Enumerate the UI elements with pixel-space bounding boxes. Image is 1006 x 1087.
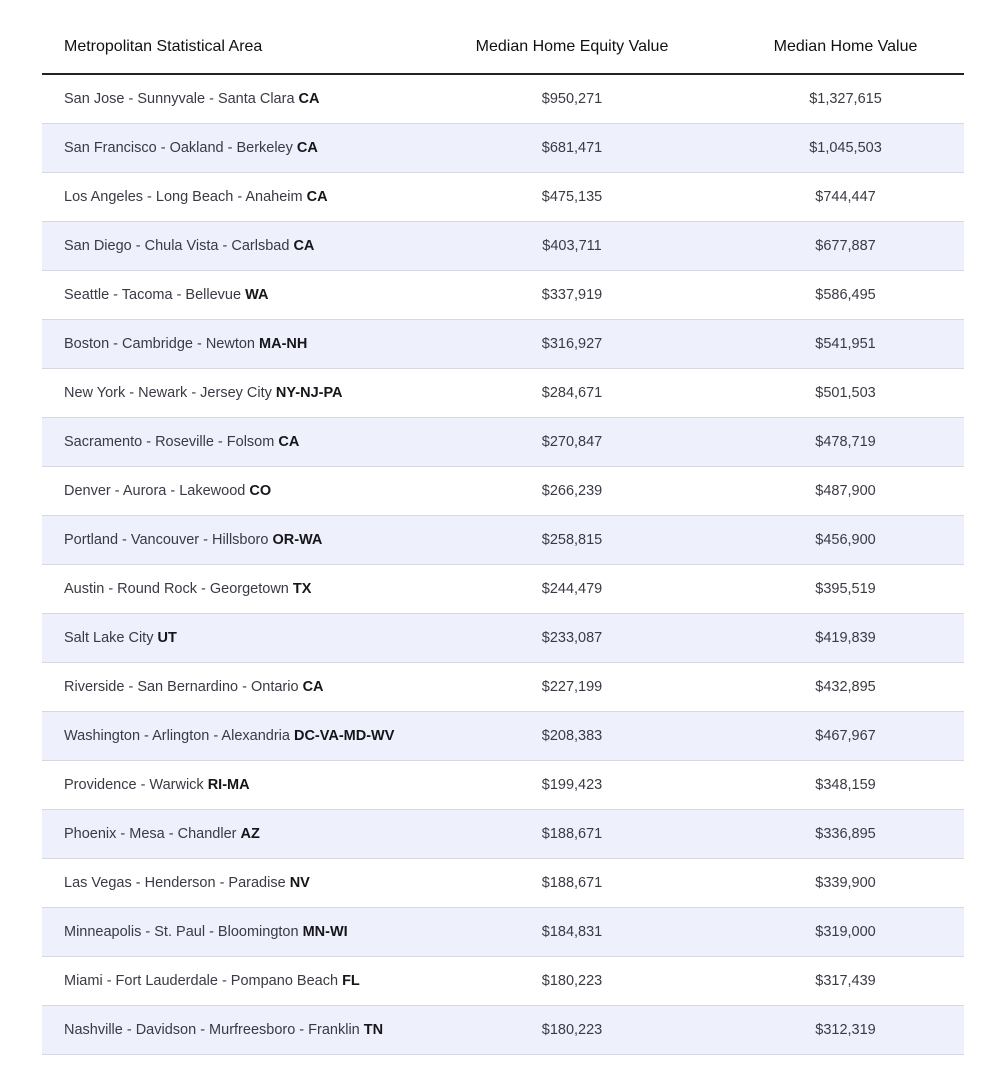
state-code: CA	[278, 434, 300, 450]
median-value-cell: $395,519	[727, 565, 964, 614]
median-equity-cell: $180,223	[417, 957, 727, 1006]
median-value-cell: $432,895	[727, 663, 964, 712]
metro-area-cell	[42, 908, 417, 957]
median-value-cell: $348,159	[727, 761, 964, 810]
table-body	[42, 74, 964, 1055]
table-row	[42, 222, 964, 271]
metro-area-name: Minneapolis - St. Paul - Bloomington	[64, 924, 299, 940]
metro-area-name: Denver - Aurora - Lakewood	[64, 483, 246, 499]
state-code: TN	[363, 1022, 384, 1038]
median-value-cell: $336,895	[727, 810, 964, 859]
metro-area-cell	[42, 516, 417, 565]
table-row	[42, 1006, 964, 1055]
metro-area-name: Sacramento - Roseville - Folsom	[64, 434, 275, 450]
metro-area-name: Seattle - Tacoma - Bellevue	[64, 287, 242, 303]
state-code: MN-WI	[302, 924, 348, 940]
state-code: NV	[289, 875, 310, 891]
table-row	[42, 761, 964, 810]
metro-area-cell	[42, 1006, 417, 1055]
table-row	[42, 271, 964, 320]
metro-area-cell	[42, 467, 417, 516]
metro-area-cell	[42, 614, 417, 663]
median-equity-cell: $475,135	[417, 173, 727, 222]
table-header	[42, 20, 964, 74]
metro-area-cell	[42, 320, 417, 369]
metro-area-name: Riverside - San Bernardino - Ontario	[64, 679, 299, 695]
state-code: CA	[296, 140, 318, 156]
median-equity-cell: $316,927	[417, 320, 727, 369]
state-code: AZ	[240, 826, 260, 842]
median-equity-cell: $227,199	[417, 663, 727, 712]
median-value-cell: $467,967	[727, 712, 964, 761]
median-value-cell: $339,900	[727, 859, 964, 908]
table-row	[42, 320, 964, 369]
table-row	[42, 810, 964, 859]
state-code: WA	[245, 287, 269, 303]
metro-area-name: Austin - Round Rock - Georgetown	[64, 581, 289, 597]
state-code: CA	[306, 189, 328, 205]
median-value-cell: $317,439	[727, 957, 964, 1006]
metro-area-cell	[42, 712, 417, 761]
state-code: NY-NJ-PA	[275, 385, 343, 401]
metro-area-name: Boston - Cambridge - Newton	[64, 336, 255, 352]
median-equity-cell: $270,847	[417, 418, 727, 467]
median-value-cell: $1,327,615	[727, 74, 964, 124]
table-row	[42, 712, 964, 761]
metro-area-name: Phoenix - Mesa - Chandler	[64, 826, 237, 842]
metro-area-cell	[42, 74, 417, 124]
median-equity-cell: $258,815	[417, 516, 727, 565]
home-equity-table	[42, 20, 964, 1055]
metro-area-cell	[42, 369, 417, 418]
table-row	[42, 418, 964, 467]
median-equity-cell: $244,479	[417, 565, 727, 614]
state-code: DC-VA-MD-WV	[293, 728, 395, 744]
table-row	[42, 124, 964, 173]
metro-area-name: New York - Newark - Jersey City	[64, 385, 272, 401]
median-equity-cell: $233,087	[417, 614, 727, 663]
metro-area-name: Providence - Warwick	[64, 777, 204, 793]
median-value-cell: $478,719	[727, 418, 964, 467]
median-equity-cell: $337,919	[417, 271, 727, 320]
state-code: UT	[157, 630, 177, 646]
median-value-cell: $487,900	[727, 467, 964, 516]
metro-area-cell	[42, 663, 417, 712]
median-equity-cell: $403,711	[417, 222, 727, 271]
median-value-cell: $586,495	[727, 271, 964, 320]
state-code: TX	[292, 581, 312, 597]
header-row	[42, 20, 964, 74]
metro-area-name: Salt Lake City	[64, 630, 154, 646]
header-median-equity: Median Home Equity Value	[417, 20, 727, 74]
table-row	[42, 663, 964, 712]
metro-area-cell	[42, 859, 417, 908]
home-equity-table-container	[42, 20, 964, 1055]
table-row	[42, 369, 964, 418]
metro-area-cell	[42, 418, 417, 467]
metro-area-cell	[42, 810, 417, 859]
header-median-value: Median Home Value	[727, 20, 964, 74]
state-code: RI-MA	[207, 777, 250, 793]
metro-area-cell	[42, 761, 417, 810]
table-row	[42, 173, 964, 222]
state-code: CA	[293, 238, 315, 254]
state-code: FL	[342, 973, 360, 989]
state-code: OR-WA	[272, 532, 323, 548]
table-row	[42, 565, 964, 614]
median-equity-cell: $208,383	[417, 712, 727, 761]
table-row	[42, 467, 964, 516]
table-row	[42, 957, 964, 1006]
metro-area-name: San Jose - Sunnyvale - Santa Clara	[64, 91, 295, 107]
table-row	[42, 614, 964, 663]
metro-area-name: Las Vegas - Henderson - Paradise	[64, 875, 286, 891]
metro-area-cell	[42, 173, 417, 222]
median-value-cell: $541,951	[727, 320, 964, 369]
median-value-cell: $1,045,503	[727, 124, 964, 173]
header-metro-area: Metropolitan Statistical Area	[42, 20, 417, 74]
median-value-cell: $744,447	[727, 173, 964, 222]
median-value-cell: $419,839	[727, 614, 964, 663]
median-value-cell: $312,319	[727, 1006, 964, 1055]
table-row	[42, 908, 964, 957]
median-equity-cell: $199,423	[417, 761, 727, 810]
median-equity-cell: $188,671	[417, 859, 727, 908]
state-code: CO	[249, 483, 272, 499]
median-equity-cell: $950,271	[417, 74, 727, 124]
metro-area-cell	[42, 565, 417, 614]
table-row	[42, 859, 964, 908]
metro-area-name: Portland - Vancouver - Hillsboro	[64, 532, 269, 548]
metro-area-name: San Francisco - Oakland - Berkeley	[64, 140, 293, 156]
state-code: MA-NH	[259, 336, 308, 352]
table-row	[42, 516, 964, 565]
state-code: CA	[302, 679, 324, 695]
metro-area-name: Los Angeles - Long Beach - Anaheim	[64, 189, 303, 205]
median-equity-cell: $180,223	[417, 1006, 727, 1055]
metro-area-name: San Diego - Chula Vista - Carlsbad	[64, 238, 290, 254]
metro-area-name: Miami - Fort Lauderdale - Pompano Beach	[64, 973, 339, 989]
median-value-cell: $456,900	[727, 516, 964, 565]
metro-area-name: Washington - Arlington - Alexandria	[64, 728, 290, 744]
metro-area-cell	[42, 271, 417, 320]
median-value-cell: $677,887	[727, 222, 964, 271]
metro-area-cell	[42, 222, 417, 271]
metro-area-name: Nashville - Davidson - Murfreesboro - Franklin	[64, 1022, 360, 1038]
median-equity-cell: $681,471	[417, 124, 727, 173]
metro-area-cell	[42, 957, 417, 1006]
median-value-cell: $501,503	[727, 369, 964, 418]
median-value-cell: $319,000	[727, 908, 964, 957]
median-equity-cell: $284,671	[417, 369, 727, 418]
state-code: CA	[298, 91, 320, 107]
median-equity-cell: $188,671	[417, 810, 727, 859]
metro-area-cell	[42, 124, 417, 173]
median-equity-cell: $266,239	[417, 467, 727, 516]
median-equity-cell: $184,831	[417, 908, 727, 957]
table-row	[42, 74, 964, 124]
